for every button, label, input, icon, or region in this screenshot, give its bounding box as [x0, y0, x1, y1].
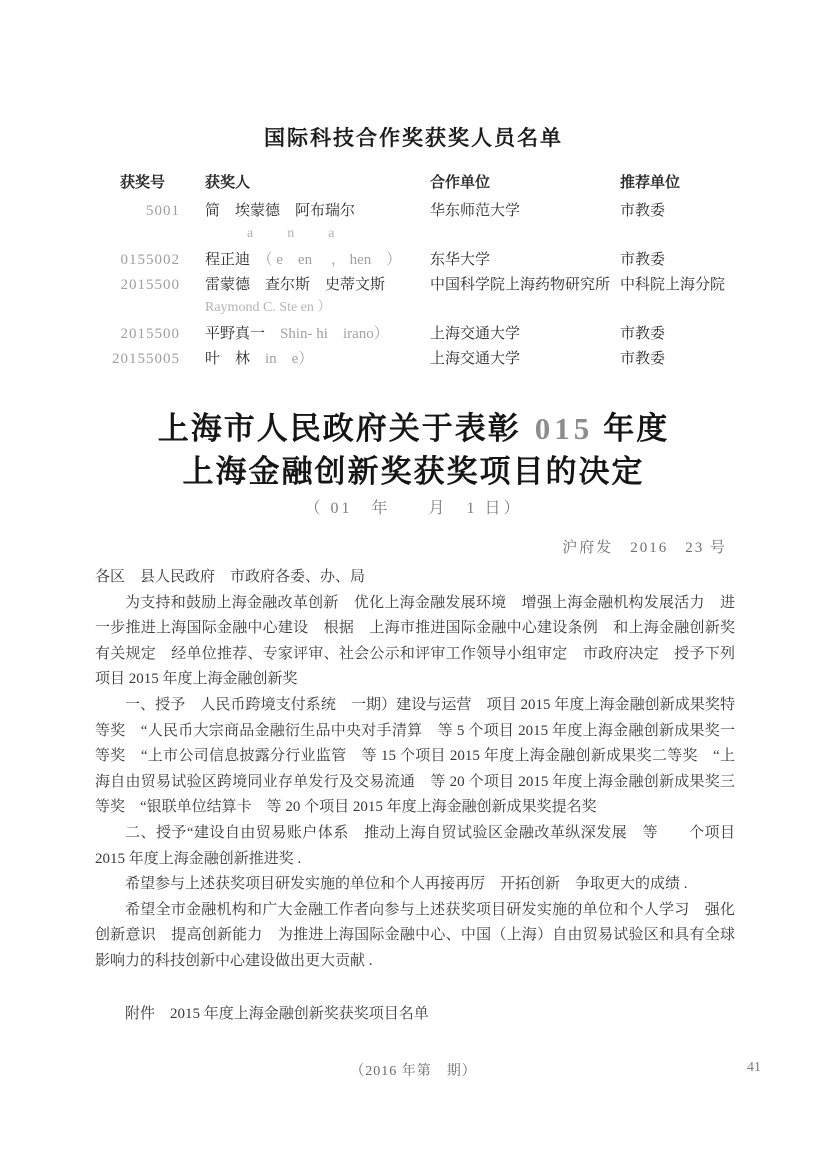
decision-date: （ 01 年 月 1 日） [304, 500, 523, 517]
footer-page-number: 41 [747, 1060, 761, 1075]
column-header: 推荐单位 [620, 175, 681, 191]
awardee-cell [205, 348, 430, 371]
partner-org: 上海交通大学 [430, 351, 521, 367]
partner-org: 华东师范大学 [430, 203, 521, 219]
table-row [95, 200, 732, 244]
awardee-name-line [205, 200, 430, 223]
paragraph: 二、授予“建设自由贸易账户体系 推动上海自贸试验区金融改革纵深发展 等 个项目 2015 年度上海金融创新推进奖 . [95, 824, 735, 867]
partner-org: 中国科学院上海药物研究所 [430, 277, 611, 293]
column-header: 获奖号 [120, 175, 166, 191]
awardee-latin-name: （ e en ， hen ） [250, 252, 402, 268]
recommender-org: 市教委 [620, 326, 666, 342]
award-number: 0155002 [120, 252, 180, 268]
award-list-title: 国际科技合作奖获奖人员名单 [264, 126, 563, 150]
awardee-name-line [205, 274, 430, 297]
award-table [95, 172, 732, 373]
salutation: 各区 县人民政府 市政府各委、办、局 [95, 569, 366, 585]
decision-body [95, 565, 735, 1027]
decision-title-text: 上海市人民政府关于表彰 [157, 411, 521, 446]
table-row [95, 323, 732, 346]
award-number: 2015500 [120, 326, 180, 342]
awardee-latin-name: Shin- hi irano） [265, 326, 389, 342]
decision-title-line2: 上海金融创新奖获奖项目的决定 [182, 454, 645, 489]
paragraph: 希望全市金融机构和广大金融工作者向参与上述获奖项目研发实施的单位和个人学习 强化创新意识 提高创新能力 为推进上海国际金融中心、中国（上海）自由贸易试验区和具有全球影响力的科技创新中心建设做出更大贡献 . [95, 901, 735, 969]
recommender-org: 市教委 [620, 203, 666, 219]
partner-org: 东华大学 [430, 252, 491, 268]
awardee-cn-name: 简 埃蒙德 阿布瑞尔 [205, 203, 356, 219]
award-table-rows [95, 200, 732, 371]
awardee-cell [205, 200, 430, 244]
awardee-cell [205, 249, 430, 272]
awardee-cn-name: 雷蒙德 查尔斯 史蒂文斯 [205, 277, 386, 293]
awardee-cn-name: 叶 林 [205, 351, 251, 367]
awardee-latin-subline: Raymond C. Ste en ） [205, 300, 332, 315]
decision-title-tail: 年度 [603, 411, 670, 446]
table-row [95, 348, 732, 371]
footer-issue-info: （2016 年第 期） [350, 1064, 477, 1079]
award-number: 5001 [146, 203, 180, 219]
column-header: 获奖人 [205, 175, 251, 191]
paragraph: 为支持和鼓励上海金融改革创新 优化上海金融发展环境 增强上海金融机构发展活力 进一步推进上海国际金融中心建设 根据 上海市推进国际金融中心建设条例 和上海金融创新奖有关规定 经单位推荐、专家评审、社会公示和评审工作领导小组审定 市政府决定 授予下列项目 2015 年度上海金融创新奖 [95, 594, 735, 688]
award-table-header [95, 172, 732, 195]
awardee-cn-name: 平野真一 [205, 326, 266, 342]
awardee-cn-name: 程正迪 [205, 252, 251, 268]
awardee-latin-subline: a n a [247, 226, 337, 241]
decision-title [95, 407, 732, 493]
awardee-name-line [205, 249, 430, 272]
recommender-org: 市教委 [620, 252, 666, 268]
decision-paragraphs [95, 591, 735, 975]
awardee-latin-name: in e） [250, 351, 314, 367]
recommender-org: 中科院上海分院 [620, 277, 726, 293]
award-number: 2015500 [120, 277, 180, 293]
document-number: 沪府发 2016 23 号 [562, 540, 727, 556]
paragraph: 一、授予 人民币跨境支付系统 一期）建设与运营 项目 2015 年度上海金融创新成果奖特等奖 “人民币大宗商品金融衍生品中央对手清算 等 5 个项目 2015 年度上海金融创新成果奖一等奖 “上市公司信息披露分行业监管 等 15 个项目 2015 年度上海金融创新成果奖二等奖 “上海自由贸易试验区跨境同业存单发行及交易流通 等 20 个项目 2015 年度上海金融创新成果奖三等奖 “银联单位结算卡 等 20 个项目 2015 年度上海金融创新成果奖提名奖 [95, 696, 735, 816]
awardee-name-line [205, 348, 430, 371]
decision-title-year: 015 [534, 411, 594, 446]
table-row [95, 274, 732, 318]
paragraph: 希望参与上述获奖项目研发实施的单位和个人再接再厉 开拓创新 争取更大的成绩 . [125, 876, 688, 893]
partner-org: 上海交通大学 [430, 326, 521, 342]
recommender-org: 市教委 [620, 351, 666, 367]
award-number: 20155005 [112, 351, 180, 367]
awardee-cell [205, 323, 430, 346]
awardee-cell [205, 274, 430, 318]
attachment-line: 附件 2015 年度上海金融创新奖获奖项目名单 [125, 1005, 429, 1022]
column-header: 合作单位 [430, 175, 491, 191]
decision-title-line1 [95, 407, 732, 450]
table-row [95, 249, 732, 272]
awardee-name-line [205, 323, 430, 346]
